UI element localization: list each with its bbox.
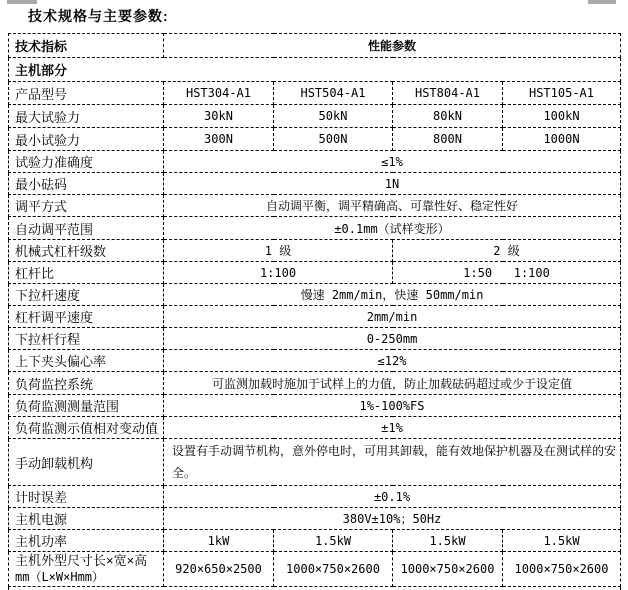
row-label: 上下夹头偏心率 bbox=[9, 350, 164, 372]
row-label: 计时误差 bbox=[9, 486, 164, 508]
header-tech-index: 技术指标 bbox=[9, 34, 164, 58]
row-main-power bbox=[9, 530, 621, 552]
cell-value: ≤1% bbox=[164, 151, 621, 173]
cell-value: ±0.1% bbox=[164, 486, 621, 508]
row-timing-error bbox=[9, 486, 621, 508]
row-max-test-force bbox=[9, 105, 621, 128]
cell-stage-right: 2 级 bbox=[393, 240, 621, 262]
row-label bbox=[9, 552, 164, 587]
row-label: 下拉杆速度 bbox=[9, 284, 164, 306]
header-row bbox=[9, 34, 621, 58]
cell-value: 1.5kW bbox=[274, 530, 393, 552]
row-load-indication-variation bbox=[9, 417, 621, 439]
cell-value: 50kN bbox=[274, 105, 393, 128]
cell-value: 0-250mm bbox=[164, 328, 621, 350]
row-force-accuracy bbox=[9, 151, 621, 173]
partial-empty-cell bbox=[9, 587, 621, 590]
row-lever-leveling-speed bbox=[9, 306, 621, 328]
row-label: 自动调平范围 bbox=[9, 217, 164, 240]
row-label: 最大试验力 bbox=[9, 105, 164, 128]
cell-value: ≤12% bbox=[164, 350, 621, 372]
row-label: 负荷监控系统 bbox=[9, 372, 164, 395]
cell-value: 2mm/min bbox=[164, 306, 621, 328]
row-manual-unload-mechanism bbox=[9, 439, 621, 486]
cell-value: 1.5kW bbox=[393, 530, 503, 552]
cell-value: 1000×750×2600 bbox=[274, 552, 393, 587]
dimension-label-line1: 主机外型尺寸长×宽×高 bbox=[15, 553, 148, 568]
cell-value: 380V±10%；50Hz bbox=[164, 508, 621, 530]
row-label: 手动卸载机构 bbox=[9, 439, 164, 486]
row-lever-stages bbox=[9, 240, 621, 262]
cell-stage-left: 1 级 bbox=[164, 240, 393, 262]
cell-value: ±0.1mm（试样变形） bbox=[164, 217, 621, 240]
top-left-edge-bar bbox=[7, 0, 37, 4]
row-label: 调平方式 bbox=[9, 195, 164, 217]
cell-model-3: HST804-A1 bbox=[393, 82, 503, 105]
cell-ratio-right: 1:50 1:100 bbox=[393, 262, 621, 284]
row-cutoff-partial bbox=[9, 587, 621, 590]
cell-ratio-left: 1:100 bbox=[164, 262, 393, 284]
row-label: 试验力准确度 bbox=[9, 151, 164, 173]
spec-table bbox=[8, 33, 621, 590]
row-auto-leveling-range bbox=[9, 217, 621, 240]
cell-value: 1000×750×2600 bbox=[503, 552, 621, 587]
cell-value: 920×650×2500 bbox=[164, 552, 274, 587]
row-label: 主机功率 bbox=[9, 530, 164, 552]
cell-model-2: HST504-A1 bbox=[274, 82, 393, 105]
cell-value: 1N bbox=[164, 173, 621, 195]
cell-value: 300N bbox=[164, 128, 274, 151]
row-load-monitoring-system bbox=[9, 372, 621, 395]
dimension-label-line2: mm（L×W×Hmm） bbox=[15, 570, 105, 584]
header-performance-params: 性能参数 bbox=[164, 34, 621, 58]
row-label: 最小砝码 bbox=[9, 173, 164, 195]
row-lever-ratio bbox=[9, 262, 621, 284]
section-title-main-unit: 主机部分 bbox=[9, 58, 621, 82]
cell-value: 1%-100%FS bbox=[164, 395, 621, 417]
row-label: 主机电源 bbox=[9, 508, 164, 530]
row-pull-rod-speed bbox=[9, 284, 621, 306]
row-min-test-force bbox=[9, 128, 621, 151]
cell-value: 1000×750×2600 bbox=[393, 552, 503, 587]
row-leveling-method bbox=[9, 195, 621, 217]
cell-value: ±1% bbox=[164, 417, 621, 439]
row-min-weight bbox=[9, 173, 621, 195]
cell-value: 500N bbox=[274, 128, 393, 151]
cell-value: 1kW bbox=[164, 530, 274, 552]
row-clamp-eccentricity bbox=[9, 350, 621, 372]
row-label: 下拉杆行程 bbox=[9, 328, 164, 350]
row-label: 机械式杠杆级数 bbox=[9, 240, 164, 262]
row-label: 最小试验力 bbox=[9, 128, 164, 151]
row-product-model bbox=[9, 82, 621, 105]
cell-model-1: HST304-A1 bbox=[164, 82, 274, 105]
row-label: 负荷监测示值相对变动值 bbox=[9, 417, 164, 439]
cell-value: 800N bbox=[393, 128, 503, 151]
row-label: 杠杆比 bbox=[9, 262, 164, 284]
page-title: 技术规格与主要参数: bbox=[28, 8, 169, 24]
row-label: 产品型号 bbox=[9, 82, 164, 105]
cell-value: 1.5kW bbox=[503, 530, 621, 552]
cell-value: 设置有手动调节机构，意外停电时，可用其卸载，能有效地保护机器及在测试样的安全。 bbox=[164, 439, 621, 486]
top-right-edge-bar bbox=[588, 0, 616, 4]
row-pull-rod-stroke bbox=[9, 328, 621, 350]
cell-value: 100kN bbox=[503, 105, 621, 128]
cell-value: 可监测加载时施加于试样上的力值，防止加载砝码超过或少于设定值 bbox=[164, 372, 621, 395]
cell-value: 慢速 2mm/min，快速 50mm/min bbox=[164, 284, 621, 306]
row-label: 杠杆调平速度 bbox=[9, 306, 164, 328]
cell-value: 1000N bbox=[503, 128, 621, 151]
section-row bbox=[9, 58, 621, 82]
row-load-measuring-range bbox=[9, 395, 621, 417]
row-power-supply bbox=[9, 508, 621, 530]
cell-value: 80kN bbox=[393, 105, 503, 128]
cell-value: 30kN bbox=[164, 105, 274, 128]
cell-model-4: HST105-A1 bbox=[503, 82, 621, 105]
cell-value: 自动调平衡，调平精确高、可靠性好、稳定性好 bbox=[164, 195, 621, 217]
row-outer-dimensions bbox=[9, 552, 621, 587]
row-label: 负荷监测测量范围 bbox=[9, 395, 164, 417]
